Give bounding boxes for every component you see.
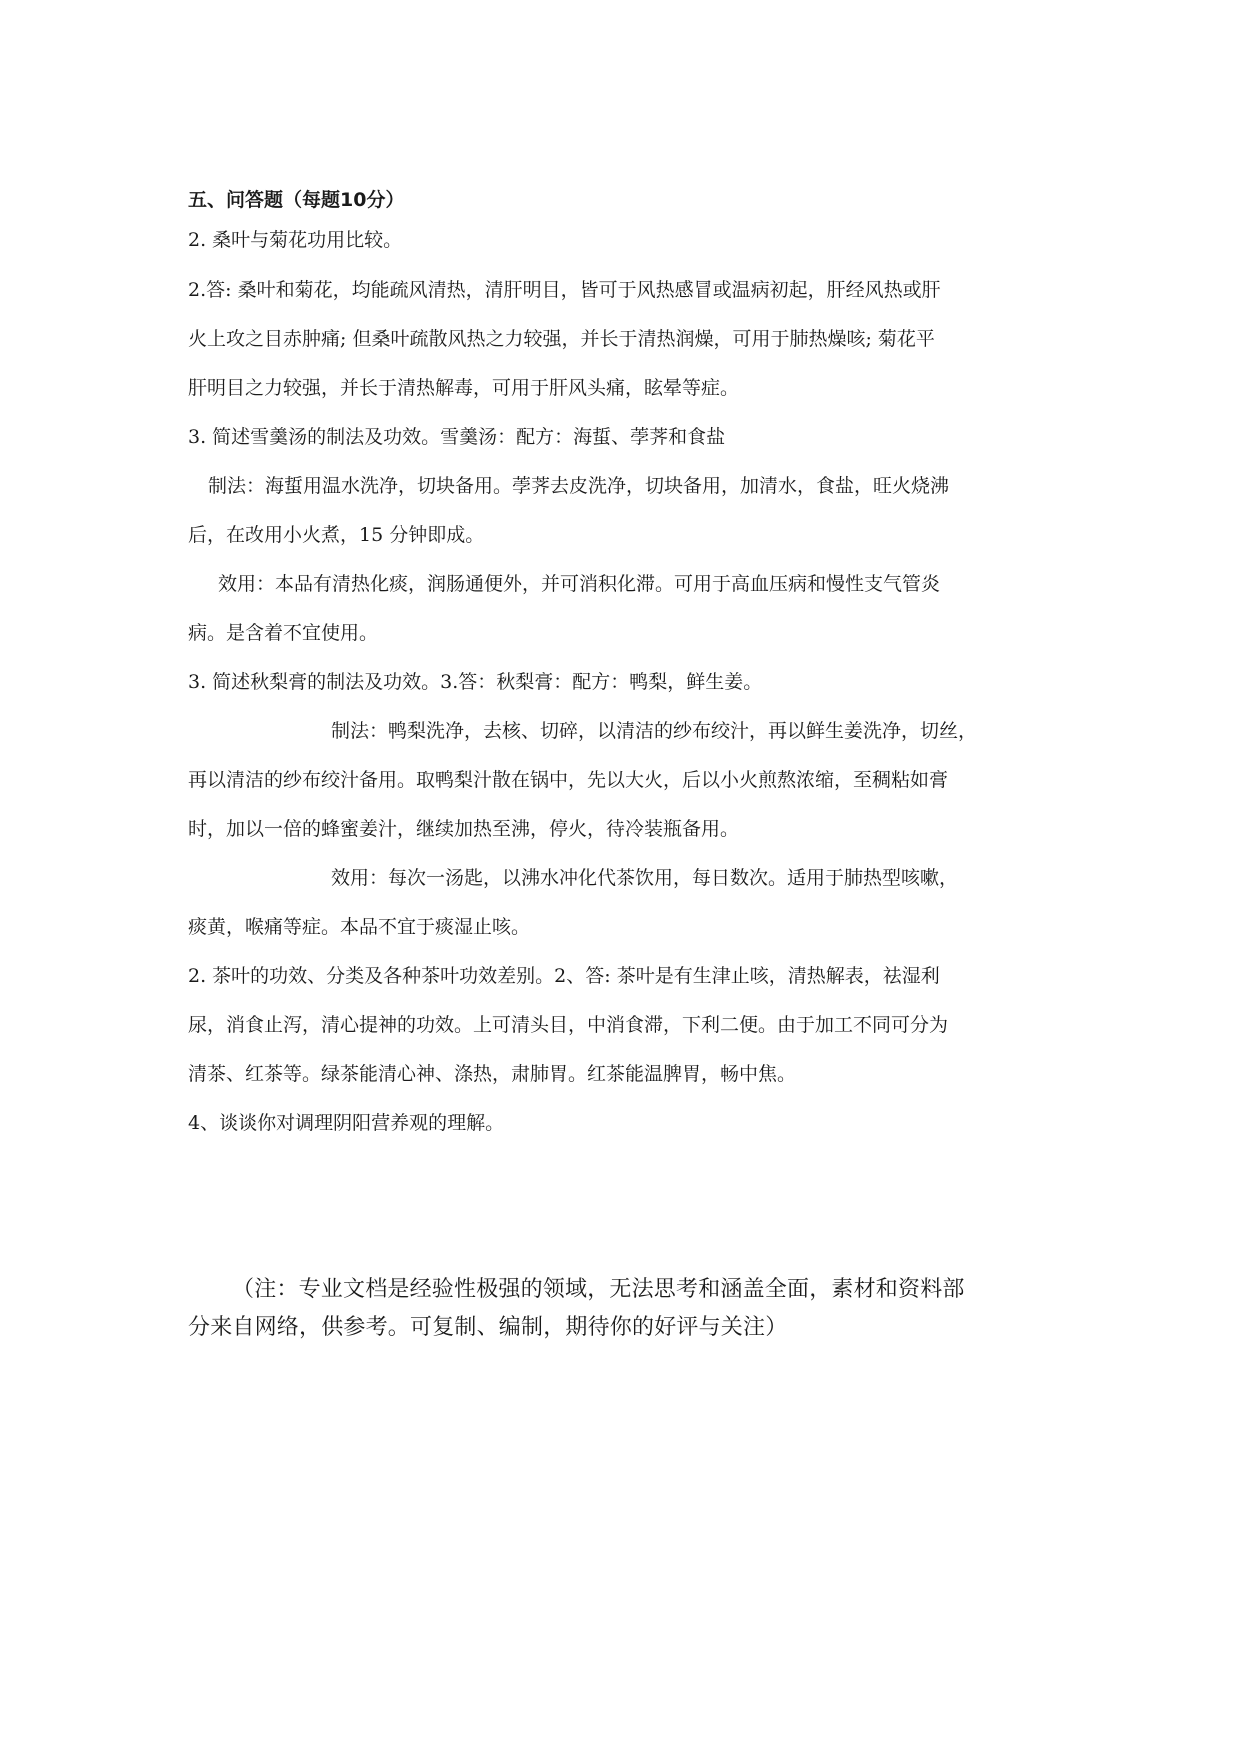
question-3: 3. 简述秋梨膏的制法及功效。3.答：秋梨膏：配方：鸭梨，鲜生姜。: [188, 671, 763, 693]
footnote: [188, 1271, 1068, 1347]
answer-1-line-3: 肝明目之力较强，并长于清热解毒，可用于肝风头痛，眩晕等症。: [188, 377, 740, 399]
method-3-line-1: 制法：鸭梨洗净，去核、切碎，以清洁的纱布绞汁，再以鲜生姜洗净，切丝，: [331, 720, 978, 742]
footnote-line-2: 分来自网络，供参考。可复制、编制，期待你的好评与关注）: [188, 1315, 788, 1340]
question-4-line-1: 2. 茶叶的功效、分类及各种茶叶功效差别。2、答: 茶叶是有生津止咳，清热解表，祛湿利: [188, 965, 940, 987]
question-4-line-2: 尿，消食止泻，清心提神的功效。上可清头目，中消食滞，下利二便。由于加工不同可分为: [188, 1014, 949, 1036]
question-4-line-3: 清茶、红茶等。绿茶能清心神、涤热，肃肺胃。红茶能温脾胃，畅中焦。: [188, 1063, 797, 1085]
effect-3-line-1: 效用：每次一汤匙，以沸水冲化代茶饮用，每日数次。适用于肺热型咳嗽，: [331, 867, 959, 889]
question-2: 3. 简述雪羹汤的制法及功效。雪羹汤：配方：海蜇、荸荠和食盐: [188, 426, 726, 448]
question-5: 4、谈谈你对调理阴阳营养观的理解。: [188, 1112, 505, 1134]
answer-1-line-1: 2.答: 桑叶和菊花，均能疏风清热，清肝明目，皆可于风热感冒或温病初起，肝经风热或肝: [188, 279, 941, 301]
document-body: [188, 186, 1068, 1148]
method-3-line-2: 再以清洁的纱布绞汁备用。取鸭梨汁散在锅中，先以大火，后以小火煎熬浓缩，至稠粘如膏: [188, 769, 949, 791]
footnote-line-1: （注：专业文档是经验性极强的领域，无法思考和涵盖全面，素材和资料部: [232, 1277, 965, 1302]
question-1: 2. 桑叶与菊花功用比较。: [188, 229, 403, 251]
method-2-line-1: 制法：海蜇用温水洗净，切块备用。荸荠去皮洗净，切块备用，加清水，食盐，旺火烧沸: [208, 475, 950, 497]
effect-2-line-2: 病。是含着不宜使用。: [188, 622, 379, 644]
effect-3-line-2: 痰黄，喉痛等症。本品不宜于痰湿止咳。: [188, 916, 531, 938]
method-3-line-3: 时，加以一倍的蜂蜜姜汁，继续加热至沸，停火，待冷装瓶备用。: [188, 818, 740, 840]
method-2-line-2: 后，在改用小火煮，15 分钟即成。: [188, 524, 485, 546]
effect-2-line-1: 效用：本品有清热化痰，润肠通便外，并可消积化滞。可用于高血压病和慢性支气管炎: [218, 573, 941, 595]
section-heading: 五、问答题（每题10分）: [188, 189, 405, 211]
answer-1-line-2: 火上攻之目赤肿痛; 但桑叶疏散风热之力较强，并长于清热润燥，可用于肺热燥咳; 菊花平: [188, 328, 935, 350]
